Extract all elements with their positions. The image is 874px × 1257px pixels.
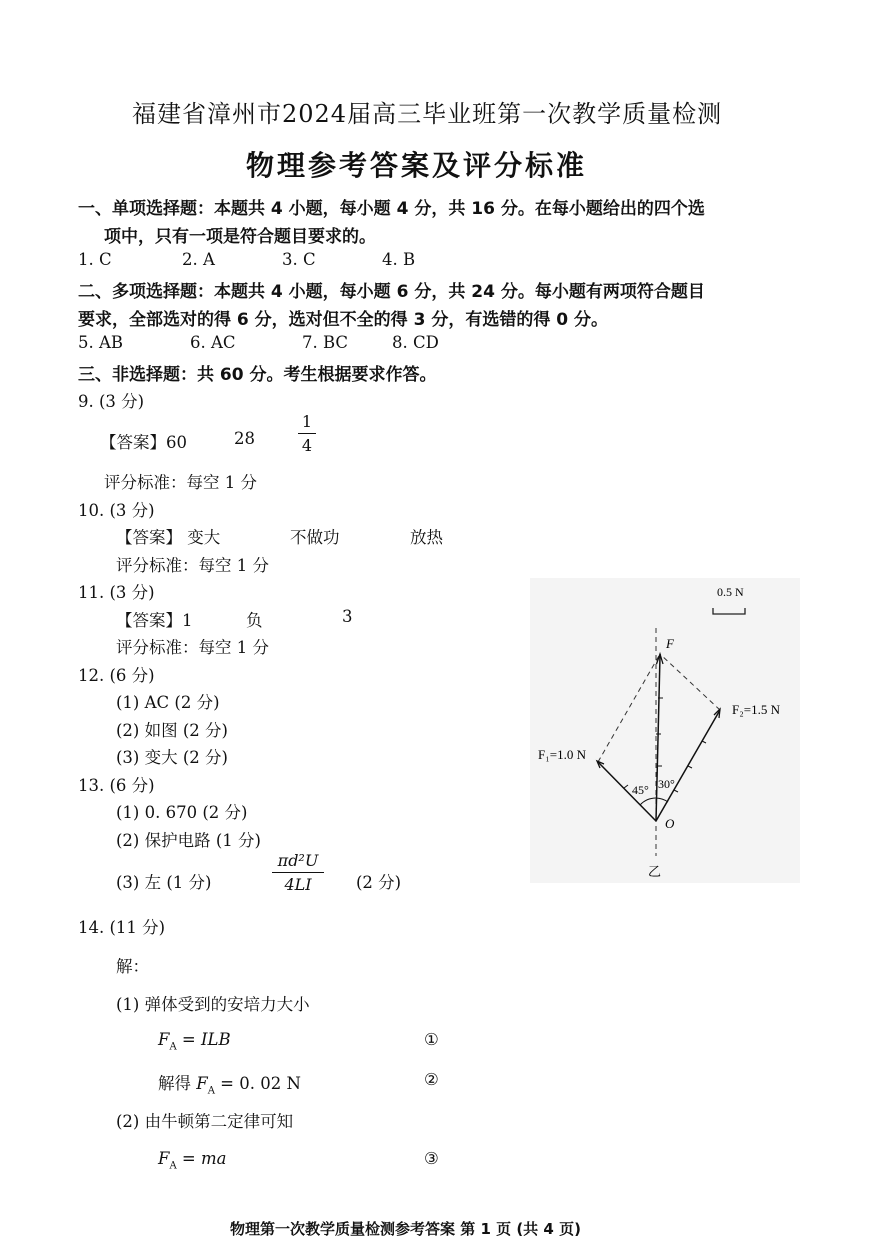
q9-label: 9. (3 分)	[78, 392, 145, 411]
q11-label: 11. (3 分)	[78, 583, 155, 602]
q13-label: 13. (6 分)	[78, 776, 155, 795]
q13-item3-suffix: (2 分)	[356, 873, 402, 892]
q9-answer-prefix: 【答案】60	[100, 433, 187, 452]
q13-fraction-denominator: 4LI	[284, 875, 312, 894]
fraction-bar	[272, 872, 324, 873]
q13-fraction-numerator: πd²U	[277, 851, 319, 870]
section2-heading-line2: 要求，全部选对的得 6 分，选对但不全的得 3 分，有选错的得 0 分。	[78, 310, 608, 330]
answer-q3: 3. C	[282, 250, 316, 269]
label-o: O	[665, 816, 675, 831]
eq3-symbol: F	[158, 1149, 170, 1168]
force-diagram	[530, 578, 800, 883]
answer-q1: 1. C	[78, 250, 112, 269]
q14-eq3-mark: ③	[424, 1149, 439, 1168]
eq2-rest: = 0. 02 N	[214, 1074, 301, 1093]
diagram-background	[530, 578, 800, 883]
eq3-rest: = ma	[176, 1149, 227, 1168]
q12-item3: (3) 变大 (2 分)	[116, 748, 228, 767]
q12-item2: (2) 如图 (2 分)	[116, 721, 228, 740]
answer-q2: 2. A	[182, 250, 215, 269]
q9-grading: 评分标准：每空 1 分	[104, 473, 257, 492]
exam-title: 福建省漳州市2024届高三毕业班第一次教学质量检测	[132, 100, 723, 128]
q11-answer-prefix: 【答案】1	[116, 611, 193, 630]
q13-item2: (2) 保护电路 (1 分)	[116, 831, 261, 850]
eq3-subscript: A	[169, 1160, 177, 1172]
label-f2: F₂=1.5 N	[732, 702, 780, 717]
section2-heading-line1: 二、多项选择题：本题共 4 小题，每小题 6 分，共 24 分。每小题有两项符合题目	[78, 282, 705, 302]
q10-answer-prefix: 【答案】 变大	[116, 528, 221, 547]
eq1-symbol: F	[158, 1030, 170, 1049]
q14-eq1	[158, 1030, 231, 1052]
q9-fraction-numerator: 1	[301, 412, 313, 431]
q14-eq2	[158, 1070, 301, 1096]
q13-fraction	[272, 851, 324, 894]
label-f: F	[666, 636, 674, 651]
q10-grading: 评分标准：每空 1 分	[116, 556, 269, 575]
q14-solve: 解：	[116, 957, 149, 976]
q14-eq2-mark: ②	[424, 1070, 439, 1089]
q13-item1: (1) 0. 670 (2 分)	[116, 803, 248, 822]
q14-part2: (2) 由牛顿第二定律可知	[116, 1112, 294, 1131]
label-f1: F₁=1.0 N	[538, 747, 586, 762]
q14-part1: (1) 弹体受到的安培力大小	[116, 995, 310, 1014]
eq2-subscript: A	[207, 1085, 215, 1097]
q10-answer-b: 不做功	[290, 528, 340, 547]
q14-eq1-mark: ①	[424, 1030, 439, 1049]
answer-q4: 4. B	[382, 250, 416, 269]
q11-answer-c: 3	[342, 607, 353, 626]
q9-fraction-denominator: 4	[301, 436, 313, 455]
answer-q7: 7. BC	[302, 333, 349, 352]
q9-answer-b: 28	[234, 429, 255, 448]
label-yi: 乙	[648, 864, 662, 879]
q11-grading: 评分标准：每空 1 分	[116, 638, 269, 657]
q11-answer-b: 负	[246, 611, 263, 630]
q14-label: 14. (11 分)	[78, 918, 166, 937]
answer-q6: 6. AC	[190, 333, 236, 352]
page-title: 物理参考答案及评分标准	[246, 149, 588, 182]
fraction-bar	[298, 433, 316, 434]
q13-item3-prefix: (3) 左 (1 分)	[116, 873, 212, 892]
scale-label: 0.5 N	[717, 585, 744, 599]
q10-answer-c: 放热	[410, 528, 443, 547]
q14-eq3	[158, 1149, 227, 1171]
section1-heading-line2: 项中，只有一项是符合题目要求的。	[104, 227, 376, 247]
section1-heading-line1: 一、单项选择题：本题共 4 小题，每小题 4 分，共 16 分。在每小题给出的四个选	[78, 199, 705, 219]
page-footer: 物理第一次教学质量检测参考答案 第 1 页 (共 4 页)	[230, 1220, 581, 1238]
answer-q5: 5. AB	[78, 333, 124, 352]
q9-fraction	[298, 412, 316, 455]
answer-q8: 8. CD	[392, 333, 439, 352]
section3-heading: 三、非选择题：共 60 分。考生根据要求作答。	[78, 365, 437, 385]
label-angle-30: 30°	[658, 777, 675, 791]
eq2-prefix: 解得	[158, 1074, 197, 1093]
q12-item1: (1) AC (2 分)	[116, 693, 220, 712]
eq2-symbol: F	[196, 1074, 208, 1093]
q12-label: 12. (6 分)	[78, 666, 155, 685]
eq1-subscript: A	[169, 1041, 177, 1053]
eq1-rest: = ILB	[176, 1030, 231, 1049]
q10-label: 10. (3 分)	[78, 501, 155, 520]
label-angle-45: 45°	[632, 783, 649, 797]
